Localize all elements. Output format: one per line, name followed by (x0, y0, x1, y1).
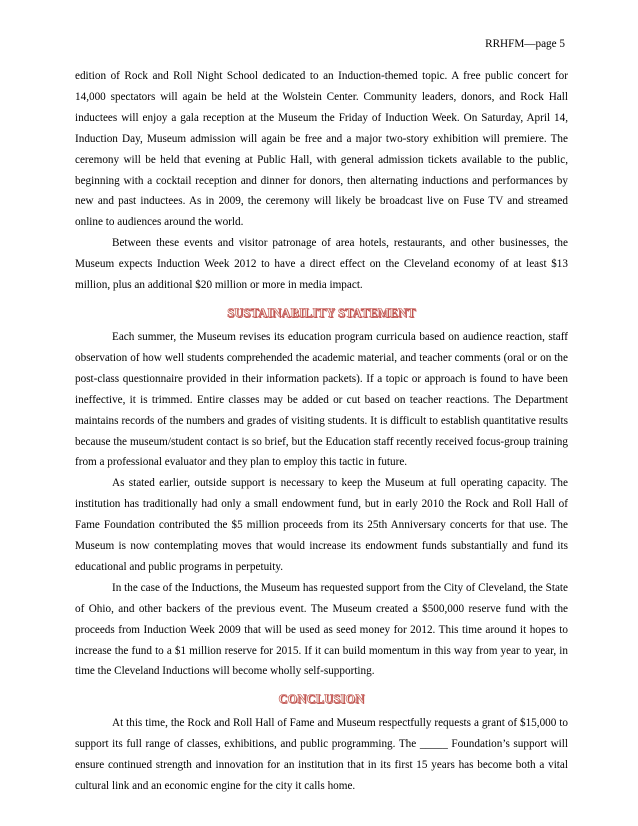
running-head: RRHFM—page 5 (485, 38, 565, 50)
sustainability-paragraph-1: Each summer, the Museum revises its education program curricula based on audience reaction, staff observation of how well students comprehended the academic material, and teacher comments (oral or on the post-class questionnaire provided in their information packets). If a topic or approach is found to have been ineffective, it is trimmed. Entire classes may be added or cut based on teacher reactions. The Department maintains records of the numbers and grades of visiting students. It is difficult to establish quantitative results because the museum/student contact is so brief, but the Education staff recently received focus-group training from a professional evaluator and they plan to employ this tactic in future. (75, 330, 568, 469)
section-heading-sustainability (75, 301, 568, 325)
sustainability-paragraph-3: In the case of the Inductions, the Museum has requested support from the City of Cleveland, the State of Ohio, and other backers of the previous event. The Museum created a $500,000 reserve fund with the proceeds from Induction Week 2009 that will be used as seed money for 2012. This time around it hopes to increase the fund to a $1 million reserve for 2015. If it can build momentum in this way from year to year, in time the Cleveland Inductions will become wholly self-supporting. (75, 581, 568, 678)
conclusion-paragraph-1: At this time, the Rock and Roll Hall of Fame and Museum respectfully requests a grant of $15,000 to support its full range of classes, exhibitions, and public programming. The _____ Foundation’s support will ensure continued strength and innovation for an institution that in its first 15 years has become both a vital cultural link and an economic engine for the city it calls home. (75, 717, 568, 793)
document-body (75, 66, 568, 797)
body-paragraph-1: edition of Rock and Roll Night School dedicated to an Induction-themed topic. A free public concert for 14,000 spectators will again be held at the Wolstein Center. Community leaders, donors, and Rock Hall inductees will enjoy a gala reception at the Museum the Friday of Induction Week. On Saturday, April 14, Induction Day, Museum admission will again be free and a major two-story exhibition will premiere. The ceremony will be held that evening at Public Hall, with general admission tickets available to the public, beginning with a cocktail reception and dinner for donors, then alternating inductions and performances by new and past inductees. As in 2009, the ceremony will likely be broadcast live on Fuse TV and streamed online to audiences around the world. (75, 70, 568, 229)
conclusion-heading-text: CONCLUSION (278, 692, 365, 707)
sustainability-paragraph-2: As stated earlier, outside support is necessary to keep the Museum at full operating capacity. The institution has traditionally had only a small endowment fund, but in early 2010 the Rock and Roll Hall of Fame Foundation contributed the $5 million proceeds from its 25th Anniversary concerts for that use. The Museum is now contemplating moves that would increase its endowment funds substantially and fund its educational and public programs in perpetuity. (75, 477, 568, 573)
sustainability-heading-text: SUSTAINABILITY STATEMENT (227, 305, 416, 320)
section-heading-conclusion (75, 687, 568, 711)
body-paragraph-2: Between these events and visitor patronage of area hotels, restaurants, and other businesses, the Museum expects Induction Week 2012 to have a direct effect on the Cleveland economy of at least $13 million, plus an additional $20 million or more in media impact. (75, 237, 568, 292)
